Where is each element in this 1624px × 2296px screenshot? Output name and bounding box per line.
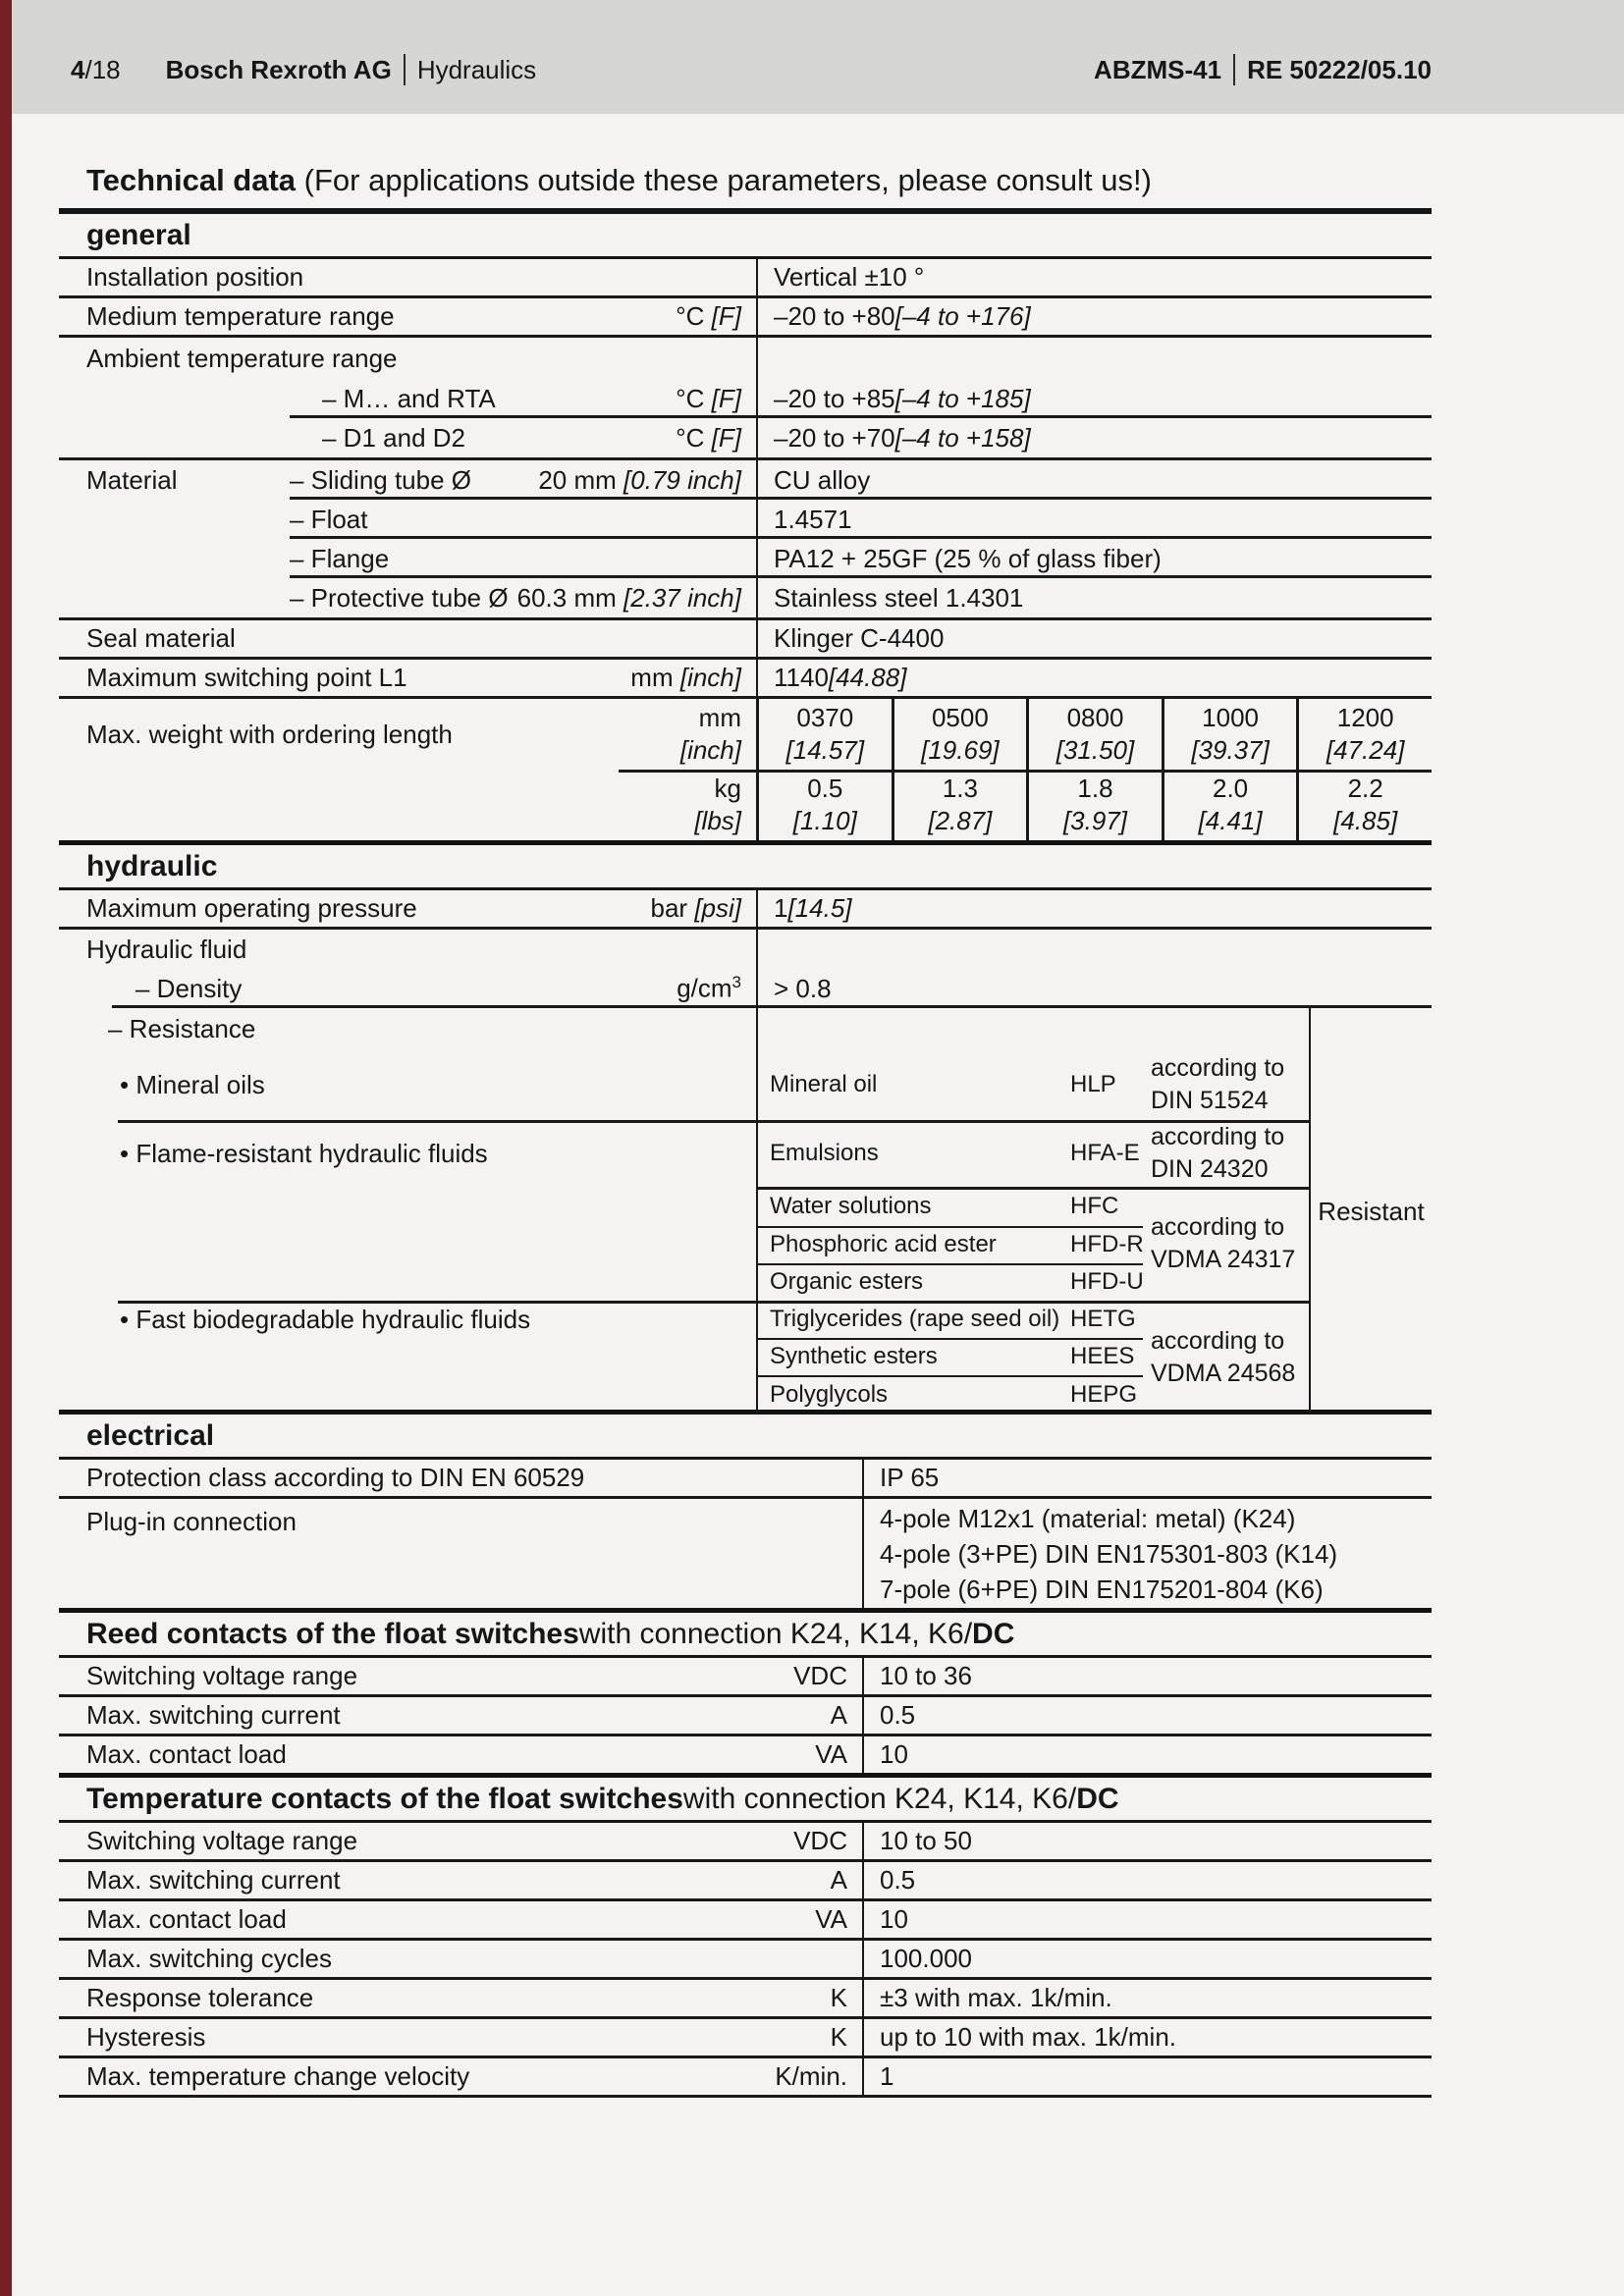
row-unit: VDC [793, 1826, 847, 1855]
row-response-tolerance [59, 1980, 1432, 2019]
weight-divider-line [619, 770, 1432, 773]
row-resistance-header [59, 1008, 1432, 1049]
row-reed-contact-load [59, 1736, 1432, 1778]
row-dimension: 20 mm [0.79 inch] [538, 464, 741, 495]
weight-cell: 1200 [47.24] [1296, 699, 1432, 770]
fluid-name: Phosphoric acid ester [770, 1231, 997, 1257]
page-total: /18 [84, 54, 121, 84]
weight-row-kg [59, 770, 1432, 840]
row-unit: K/min. [775, 2061, 847, 2091]
row-value: 100.000 [862, 1941, 1432, 1977]
row-label: Protection class according to DIN EN 60529 [86, 1463, 585, 1492]
row-value: 1.4571 [756, 500, 1432, 539]
row-value: ±3 with max. 1k/min. [862, 1980, 1432, 2016]
row-medium-temperature [59, 298, 1432, 338]
row-density [59, 969, 1432, 1008]
row-value: IP 65 [862, 1460, 1432, 1496]
company-name: Bosch Rexroth AG [165, 54, 392, 84]
row-label: Max. contact load [86, 1904, 287, 1934]
division-name: Hydraulics [416, 54, 537, 84]
row-protection-class [59, 1460, 1432, 1499]
fluid-abbr: HFA-E [1070, 1140, 1140, 1166]
header-left [71, 54, 536, 85]
section-heading-hydraulic: hydraulic [59, 845, 1432, 890]
fluid-name: Water solutions [770, 1193, 932, 1219]
row-value: –20 to +70 [–4 to +158] [756, 418, 1432, 457]
row-value: 1140 [44.88] [756, 660, 1432, 696]
according-cell: according to VDMA 24317 [1151, 1213, 1296, 1273]
row-unit: A [830, 1865, 847, 1895]
row-unit: K [830, 2022, 847, 2052]
material-label: Material [86, 464, 178, 495]
row-max-operating-pressure [59, 890, 1432, 930]
weight-cell: 0500 [19.69] [892, 699, 1027, 770]
weight-cell: 0800 [31.50] [1026, 699, 1162, 770]
row-label: Max. switching current [86, 1865, 341, 1895]
row-label: Hydraulic fluid [86, 934, 247, 964]
row-unit: bar [psi] [650, 893, 741, 923]
row-label: Max. switching current [86, 1700, 341, 1730]
fluid-name: Polyglycols [770, 1381, 889, 1408]
row-material-float [59, 500, 1432, 539]
fluid-abbr: HFD-U [1070, 1268, 1144, 1295]
row-label: Medium temperature range [86, 301, 395, 331]
section-heading-general: general [59, 214, 1432, 259]
row-label: Response tolerance [86, 1983, 314, 2012]
row-label: • Mineral oils [120, 1069, 265, 1099]
page-title: Technical data (For applications outside these parameters, please consult us!) [59, 147, 1432, 214]
row-value: Klinger C-4400 [756, 620, 1432, 657]
row-label: Max. temperature change velocity [86, 2061, 470, 2091]
row-value: 10 [862, 1901, 1432, 1938]
header-right [1094, 54, 1432, 85]
product-model: ABZMS-41 [1094, 54, 1222, 84]
block-material [59, 460, 1432, 620]
grid-line [756, 1187, 1311, 1190]
weight-cell: 1000 [39.37] [1162, 699, 1297, 770]
fluid-name: Mineral oil [770, 1071, 878, 1097]
row-value: 4-pole M12x1 (material: metal) (K24) 4-pole (3+PE) DIN EN175301-803 (K14) 7-pole (6+PE) DIN EN175201-804 (K6) [862, 1499, 1432, 1608]
fluid-name: Emulsions [770, 1140, 879, 1166]
row-unit: VDC [793, 1661, 847, 1690]
row-ambient-d1-d2 [59, 418, 1432, 457]
row-label: Maximum switching point L1 [86, 663, 407, 692]
row-value: Vertical ±10 ° [756, 259, 1432, 295]
row-unit: °C [F] [676, 383, 741, 413]
section-heading-reed-contacts: Reed contacts of the float switches with connection K24, K14, K6/ DC [59, 1613, 1432, 1658]
row-value: PA12 + 25GF (25 % of glass fiber) [756, 539, 1432, 578]
row-plug-in-connection [59, 1499, 1432, 1613]
resistant-cell: Resistant [1318, 1196, 1425, 1226]
row-value: Stainless steel 1.4301 [756, 578, 1432, 617]
header-divider [1233, 54, 1235, 85]
fluid-name: Organic esters [770, 1268, 924, 1295]
row-label: Switching voltage range [86, 1826, 358, 1855]
row-reed-switching-current [59, 1697, 1432, 1736]
row-label: – M… and RTA [322, 383, 496, 413]
row-reed-switching-voltage [59, 1658, 1432, 1697]
section-heading-temperature-contacts: Temperature contacts of the float switches with connection K24, K14, K6/ DC [59, 1778, 1432, 1823]
block-max-weight [59, 699, 1432, 845]
section-heading-electrical: electrical [59, 1415, 1432, 1460]
row-material-protective-tube [59, 578, 1432, 617]
row-label: – Flange [290, 543, 390, 573]
grid-line [756, 1008, 758, 1415]
row-unit: °C [F] [676, 422, 741, 453]
row-label: Hysteresis [86, 2022, 206, 2052]
row-value: 10 to 36 [862, 1658, 1432, 1694]
weight-cell: 1.8 [3.97] [1026, 770, 1162, 840]
row-label: Max. weight with ordering length [86, 719, 453, 749]
row-label: Seal material [86, 623, 236, 653]
block-hydraulic-fluid [59, 930, 1432, 1008]
according-cell: according to DIN 24320 [1151, 1123, 1285, 1183]
row-unit: kg [lbs] [694, 774, 741, 835]
grid-line [756, 1338, 1143, 1340]
row-installation-position [59, 259, 1432, 298]
according-cell: according to DIN 51524 [1151, 1054, 1285, 1114]
row-label: – Float [290, 504, 368, 534]
weight-cell: 0370 [14.57] [756, 699, 892, 770]
row-label: Max. contact load [86, 1739, 287, 1769]
row-value: 0.5 [862, 1697, 1432, 1734]
row-ambient-header [59, 338, 1432, 379]
row-unit: VA [815, 1904, 847, 1934]
doc-reference: RE 50222/05.10 [1247, 54, 1432, 84]
weight-cell: 2.2 [4.85] [1296, 770, 1432, 840]
row-label: – Resistance [108, 1013, 256, 1043]
row-label: Max. switching cycles [86, 1944, 332, 1973]
row-temp-change-velocity [59, 2058, 1432, 2098]
row-label: – Protective tube Ø [290, 582, 509, 613]
row-value: –20 to +80 [–4 to +176] [756, 298, 1432, 335]
fluid-abbr: HFD-R [1070, 1231, 1144, 1257]
row-unit: mm [inch] [679, 703, 741, 765]
grid-line [118, 1120, 1309, 1123]
row-seal-material [59, 620, 1432, 660]
row-label: Switching voltage range [86, 1661, 358, 1690]
row-value: up to 10 with max. 1k/min. [862, 2019, 1432, 2056]
header-divider [404, 54, 406, 85]
weight-cell: 1.3 [2.87] [892, 770, 1027, 840]
row-label: Maximum operating pressure [86, 893, 417, 923]
row-dimension: 60.3 mm [2.37 inch] [516, 582, 741, 613]
grid-line [118, 1301, 1309, 1304]
according-cell: according to VDMA 24568 [1151, 1327, 1296, 1387]
row-unit: mm [inch] [630, 663, 741, 692]
row-material-sliding-tube [59, 460, 1432, 500]
row-temp-contact-load [59, 1901, 1432, 1941]
block-ambient-temperature [59, 338, 1432, 460]
fluid-name: Synthetic esters [770, 1343, 938, 1369]
fluid-name: Triglycerides (rape seed oil) [770, 1306, 1060, 1332]
page-content [59, 147, 1432, 2098]
grid-line [756, 1226, 1143, 1228]
row-label: – D1 and D2 [322, 422, 465, 453]
row-label: – Density [135, 973, 243, 1003]
row-material-flange [59, 539, 1432, 578]
row-value: –20 to +85 [–4 to +185] [756, 379, 1432, 418]
row-temp-switching-voltage [59, 1823, 1432, 1862]
row-label: Ambient temperature range [86, 343, 398, 373]
grid-line [756, 1263, 1143, 1265]
row-hydraulic-fluid-header [59, 930, 1432, 969]
row-value: 1 [14.5] [756, 890, 1432, 927]
row-unit: VA [815, 1739, 847, 1769]
fluid-abbr: HFC [1070, 1193, 1119, 1219]
fluid-abbr: HLP [1070, 1071, 1116, 1097]
row-temp-switching-cycles [59, 1941, 1432, 1980]
fluid-abbr: HEES [1070, 1343, 1135, 1369]
row-label: Installation position [86, 262, 304, 292]
row-label: Plug-in connection [86, 1507, 297, 1536]
weight-cell: 2.0 [4.41] [1162, 770, 1297, 840]
row-unit: K [830, 1983, 847, 2012]
row-value: CU alloy [756, 460, 1432, 500]
row-label: • Fast biodegradable hydraulic fluids [120, 1304, 531, 1334]
row-unit: A [830, 1700, 847, 1730]
row-label: • Flame-resistant hydraulic fluids [120, 1138, 488, 1168]
grid-line [756, 1375, 1143, 1377]
row-label: – Sliding tube Ø [290, 464, 472, 495]
row-hysteresis [59, 2019, 1432, 2058]
row-value: 1 [862, 2058, 1432, 2095]
row-temp-switching-current [59, 1862, 1432, 1901]
row-value: 0.5 [862, 1862, 1432, 1898]
row-ambient-m-rta [59, 379, 1432, 418]
row-unit: $g/cm^3$ [677, 973, 741, 1003]
row-max-switching-point [59, 660, 1432, 699]
row-value: 10 to 50 [862, 1823, 1432, 1859]
page-number: 4 [71, 54, 85, 84]
fluid-abbr: HEPG [1070, 1381, 1138, 1408]
page-header-bar [12, 0, 1624, 114]
block-resistance-table [59, 1008, 1432, 1415]
binding-strip [0, 0, 12, 2296]
row-value: > 0.8 [756, 969, 1432, 1008]
fluid-abbr: HETG [1070, 1306, 1136, 1332]
row-unit: °C [F] [676, 301, 741, 331]
row-value: 10 [862, 1736, 1432, 1773]
weight-cell: 0.5 [1.10] [756, 770, 892, 840]
